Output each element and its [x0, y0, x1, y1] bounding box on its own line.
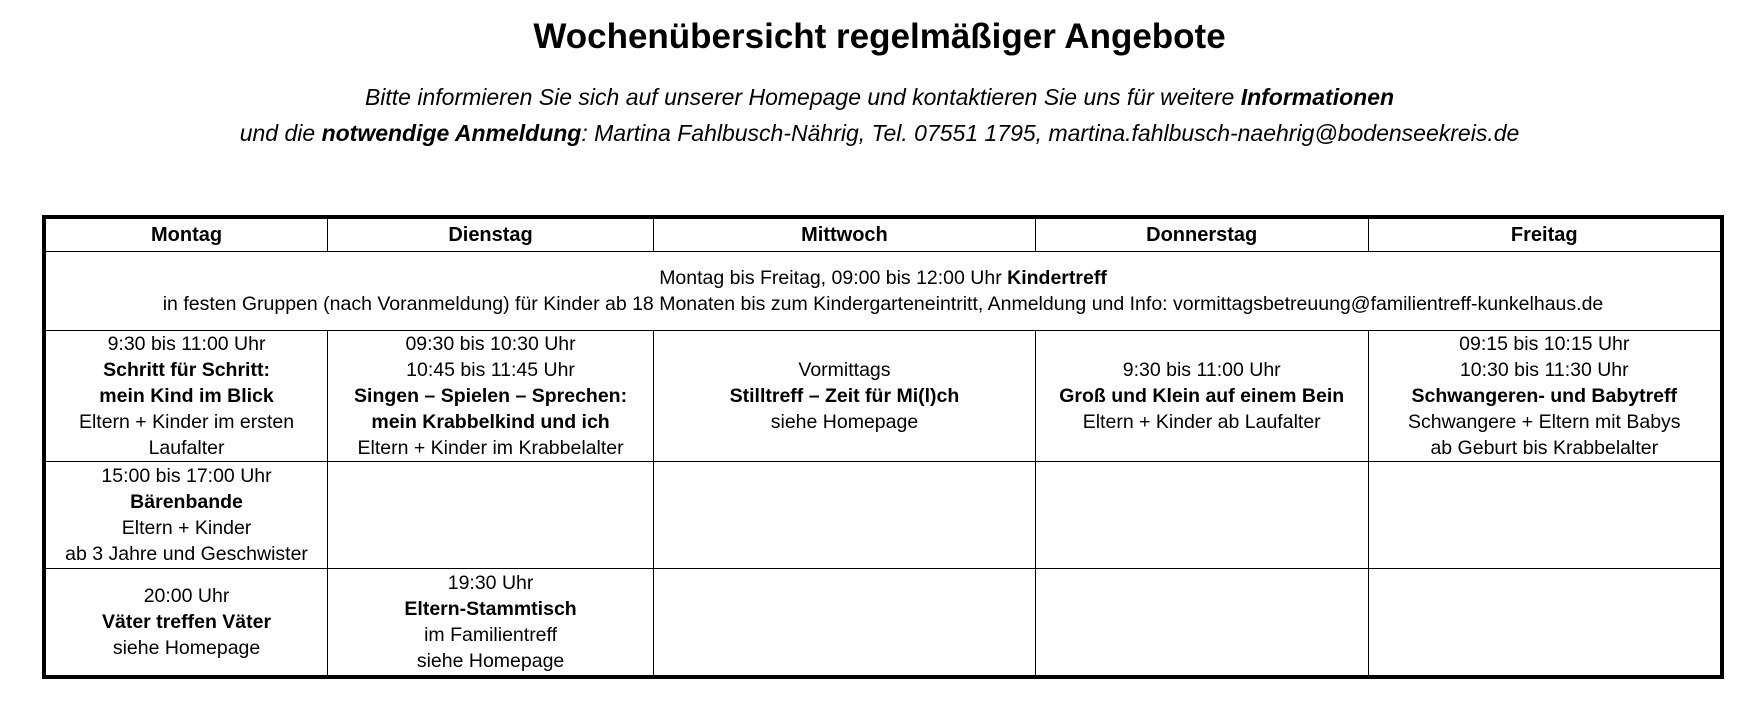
schedule-cell	[654, 569, 1036, 678]
schedule-cell	[44, 462, 328, 569]
event-detail: 09:30 bis 10:30 Uhr	[405, 333, 576, 355]
schedule-cell	[44, 569, 328, 678]
page-title: Wochenübersicht regelmäßiger Angebote	[533, 17, 1226, 56]
intro-line-2-post: : Martina Fahlbusch-Nährig, Tel. 07551 1795, martina.fahlbusch-naehrig@bodenseekreis.de	[581, 120, 1520, 146]
kindertreff-title: Kindertreff	[1007, 267, 1107, 289]
event-detail: ab 3 Jahre und Geschwister	[65, 543, 308, 565]
event-detail: Eltern + Kinder im Krabbelalter	[357, 437, 624, 459]
kindertreff-info-cell	[44, 252, 1722, 331]
event-title: Stilltreff – Zeit für Mi(l)ch	[729, 385, 960, 407]
event-title: mein Krabbelkind und ich	[371, 411, 610, 433]
schedule-cell	[1368, 331, 1722, 462]
event-detail: 19:30 Uhr	[447, 572, 534, 594]
day-header-friday: Freitag	[1368, 217, 1722, 252]
event-title: Schritt für Schritt:	[103, 359, 270, 381]
intro-text	[0, 79, 1759, 151]
schedule-cell	[328, 331, 654, 462]
event-title: Schwangeren- und Babytreff	[1411, 385, 1677, 407]
event-detail: Eltern + Kinder ab Laufalter	[1082, 411, 1321, 433]
intro-line-1-text: Bitte informieren Sie sich auf unserer Homepage und kontaktieren Sie uns für weitere	[364, 84, 1241, 110]
schedule-cell	[328, 462, 654, 569]
schedule-cell	[1035, 331, 1368, 462]
weekly-schedule-table	[42, 215, 1724, 679]
schedule-cell	[654, 331, 1036, 462]
event-detail: 10:30 bis 11:30 Uhr	[1459, 359, 1629, 381]
event-detail: 9:30 bis 11:00 Uhr	[1122, 359, 1281, 381]
event-detail: Vormittags	[798, 359, 891, 381]
event-title: Väter treffen Väter	[101, 611, 272, 633]
schedule-cell	[1035, 569, 1368, 678]
event-detail: 20:00 Uhr	[143, 585, 230, 607]
schedule-cell	[654, 462, 1036, 569]
event-title: Groß und Klein auf einem Bein	[1059, 385, 1345, 407]
event-detail: Laufalter	[148, 437, 225, 459]
intro-line-1-bold: Informationen	[1240, 84, 1395, 110]
kindertreff-line-1	[48, 265, 1718, 291]
schedule-cell	[328, 569, 654, 678]
event-detail: im Familientreff	[424, 624, 558, 646]
event-detail: ab Geburt bis Krabbelalter	[1430, 437, 1659, 459]
event-detail: 09:15 bis 10:15 Uhr	[1459, 333, 1630, 355]
event-detail: siehe Homepage	[416, 650, 565, 672]
kindertreff-line-2: in festen Gruppen (nach Voranmeldung) für Kinder ab 18 Monaten bis zum Kindergarteneintritt, Anmeldung und Info: vormittagsbetreuung@familientreff-kunkelhaus.de	[162, 293, 1604, 315]
kindertreff-time: Montag bis Freitag, 09:00 bis 12:00 Uhr	[659, 267, 1008, 289]
header-row	[44, 217, 1722, 252]
event-detail: 15:00 bis 17:00 Uhr	[101, 465, 272, 487]
schedule-cell	[1368, 462, 1722, 569]
event-detail: 9:30 bis 11:00 Uhr	[107, 333, 266, 355]
intro-line-2-pre: und die	[239, 120, 322, 146]
event-detail: Eltern + Kinder im ersten	[78, 411, 295, 433]
schedule-row	[44, 331, 1722, 462]
intro-line-2-bold: notwendige Anmeldung	[321, 120, 582, 146]
day-header-wednesday: Mittwoch	[654, 217, 1036, 252]
event-detail: 10:45 bis 11:45 Uhr	[406, 359, 575, 381]
event-title: Singen – Spielen – Sprechen:	[354, 385, 628, 407]
schedule-row	[44, 462, 1722, 569]
day-header-tuesday: Dienstag	[328, 217, 654, 252]
event-detail: Eltern + Kinder	[121, 517, 252, 539]
schedule-cell	[1035, 462, 1368, 569]
intro-line-1	[0, 79, 1759, 115]
event-detail: Schwangere + Eltern mit Babys	[1407, 411, 1681, 433]
intro-line-2	[0, 115, 1759, 151]
event-title: Bärenbande	[130, 491, 243, 513]
event-detail: siehe Homepage	[112, 637, 261, 659]
event-title: Eltern-Stammtisch	[404, 598, 577, 620]
day-header-thursday: Donnerstag	[1035, 217, 1368, 252]
kindertreff-row	[44, 252, 1722, 331]
schedule-cell	[1368, 569, 1722, 678]
event-detail: siehe Homepage	[770, 411, 919, 433]
day-header-monday: Montag	[44, 217, 328, 252]
schedule-row	[44, 569, 1722, 678]
schedule-cell	[44, 331, 328, 462]
event-title: mein Kind im Blick	[99, 385, 274, 407]
